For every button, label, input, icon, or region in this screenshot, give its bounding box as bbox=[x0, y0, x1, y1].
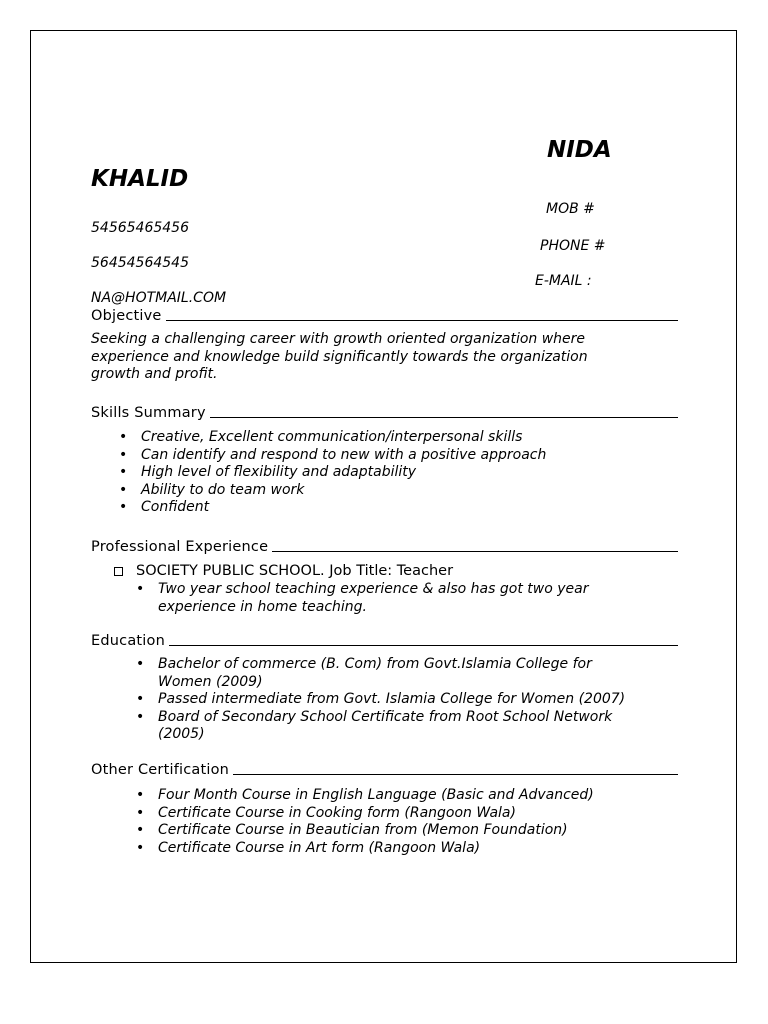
skills-heading-text: Skills Summary bbox=[91, 405, 206, 421]
experience-list bbox=[136, 581, 589, 616]
certification-list bbox=[136, 787, 594, 857]
objective-line: Seeking a challenging career with growth oriented organization where bbox=[91, 331, 586, 347]
objective-heading-text: Objective bbox=[91, 308, 162, 324]
list-item: • Board of Secondary School Certificate from Root School Network (2005) bbox=[136, 708, 613, 743]
phone-value: 56454564545 bbox=[91, 255, 189, 271]
list-item: • Can identify and respond to new with a positive approach bbox=[119, 446, 547, 463]
list-item: • Bachelor of commerce (B. Com) from Govt.Islamia College for Women (2009) bbox=[136, 656, 592, 690]
employer-entry bbox=[114, 563, 453, 579]
last-name: KHALID bbox=[91, 166, 189, 192]
education-list bbox=[136, 656, 626, 744]
list-item: • Passed intermediate from Govt. Islamia College for Women (2007) bbox=[136, 691, 626, 708]
mob-value: 54565465456 bbox=[91, 220, 189, 236]
first-name: NIDA bbox=[547, 137, 612, 163]
experience-heading bbox=[91, 539, 678, 555]
education-heading-text: Education bbox=[91, 633, 165, 649]
skills-heading bbox=[91, 405, 678, 421]
square-bullet-icon bbox=[114, 567, 123, 576]
list-item: • Creative, Excellent communication/interpersonal skills bbox=[119, 429, 523, 445]
experience-heading-text: Professional Experience bbox=[91, 539, 269, 555]
objective-line: growth and profit. bbox=[91, 366, 218, 383]
list-item: • Certificate Course in Beautician from (Memon Foundation) bbox=[136, 822, 568, 839]
list-item: • Certificate Course in Art form (Rangoon Wala) bbox=[136, 839, 481, 856]
skills-list bbox=[119, 429, 547, 517]
email-label: E-MAIL : bbox=[535, 273, 592, 289]
mob-label: MOB # bbox=[546, 201, 595, 217]
employer-text: SOCIETY PUBLIC SCHOOL. Job Title: Teacher bbox=[136, 563, 454, 579]
phone-label: PHONE # bbox=[540, 238, 606, 254]
list-item: • Two year school teaching experience & also has got two year experience in home teaching. bbox=[136, 581, 589, 615]
objective-heading bbox=[91, 308, 678, 324]
email-value: NA@HOTMAIL.COM bbox=[91, 290, 227, 306]
objective-text bbox=[91, 331, 671, 384]
list-item: • Certificate Course in Cooking form (Rangoon Wala) bbox=[136, 804, 516, 821]
list-item: • Ability to do team work bbox=[119, 481, 305, 498]
objective-line: experience and knowledge build significantly towards the organization bbox=[91, 348, 588, 365]
list-item: • Confident bbox=[119, 499, 210, 516]
certification-heading bbox=[91, 762, 678, 778]
list-item: • High level of flexibility and adaptability bbox=[119, 464, 417, 481]
list-item: • Four Month Course in English Language (Basic and Advanced) bbox=[136, 787, 594, 803]
education-heading bbox=[91, 633, 678, 649]
certification-heading-text: Other Certification bbox=[91, 762, 230, 778]
